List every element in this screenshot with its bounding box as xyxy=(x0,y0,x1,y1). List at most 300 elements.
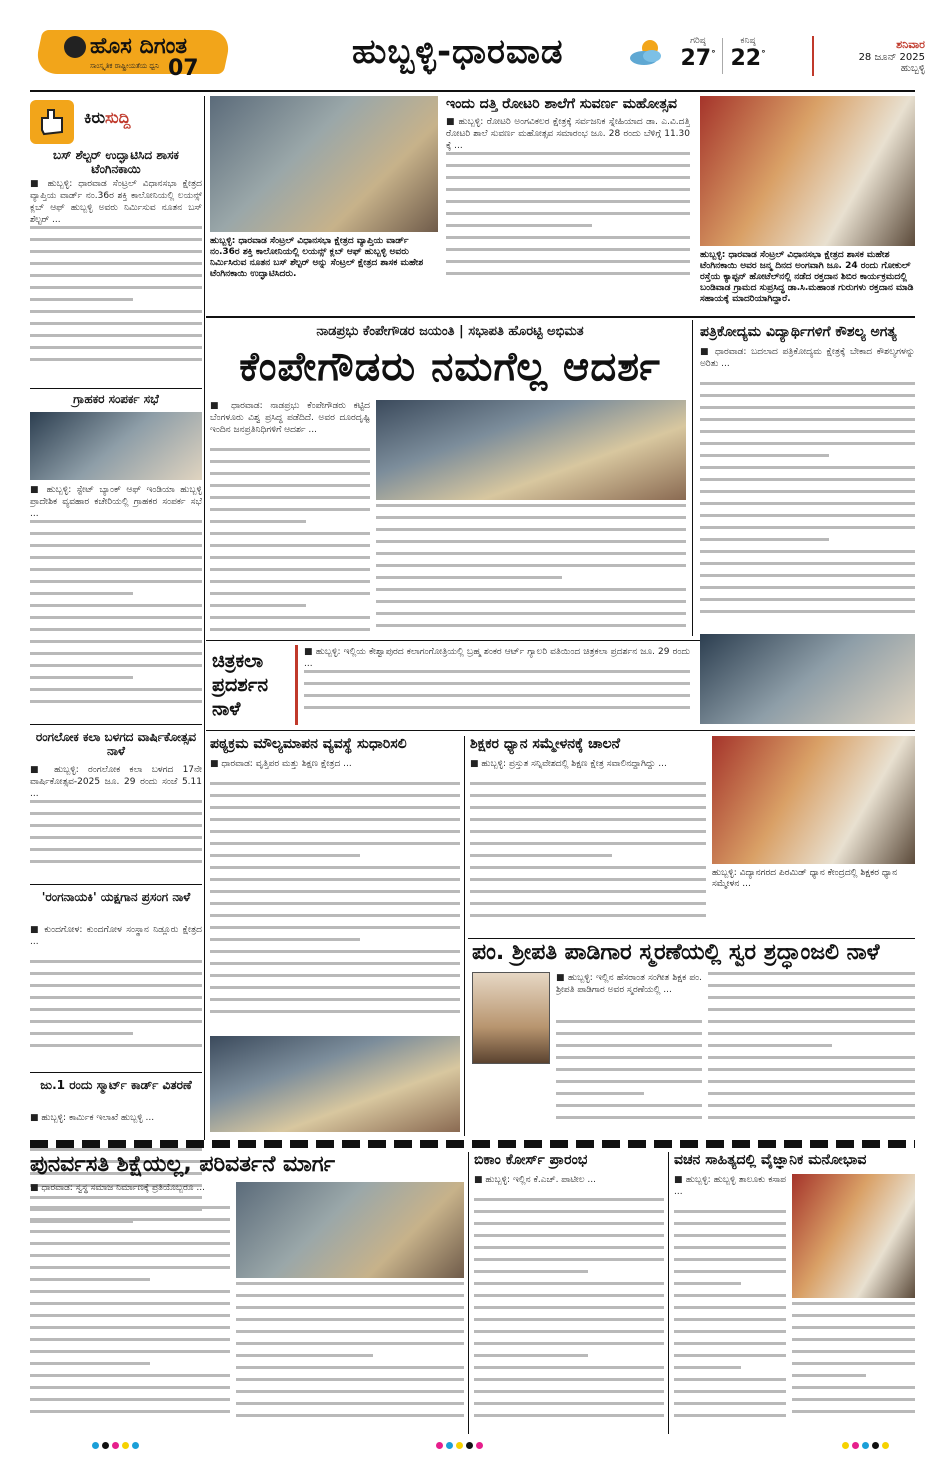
text-line-placeholder xyxy=(210,974,460,977)
text-line-placeholder xyxy=(470,830,706,833)
text-line-placeholder xyxy=(700,598,915,601)
tribute-headline: ಪಂ. ಶ್ರೀಪತಿ ಪಾಡಿಗಾರ ಸ್ಮರಣೆಯಲ್ಲಿ ಸ್ವರ ಶ್ರದ್ಧಾಂಜಲಿ ನಾಳೆ xyxy=(472,940,880,965)
text-line-placeholder xyxy=(792,1410,915,1413)
text-line-placeholder xyxy=(708,1020,915,1023)
column-rule xyxy=(692,320,693,636)
masthead xyxy=(0,0,945,92)
text-line-placeholder xyxy=(674,1246,786,1249)
text-line-placeholder xyxy=(30,628,202,631)
text-line-placeholder xyxy=(474,1210,664,1213)
rehab-body: ■ ಧಾರವಾಡ: ಸ್ವಸ್ಥ ಸಮಾಜ ನಿರ್ಮಾಣಕ್ಕೆ ಪ್ರತಿಯೊಬ್ಬರೂ ... xyxy=(30,1182,230,1432)
text-line-placeholder xyxy=(30,310,202,313)
text-line-placeholder xyxy=(556,1044,702,1047)
journalism-headline: ಪತ್ರಿಕೋದ್ಯಮ ವಿದ್ಯಾರ್ಥಿಗಳಿಗೆ ಕೌಶಲ್ಯ ಅಗತ್ಯ xyxy=(700,324,897,340)
text-line-placeholder xyxy=(674,1294,786,1297)
text-line-placeholder xyxy=(792,1326,915,1329)
text-line-placeholder xyxy=(470,914,706,917)
sidebar-item5-body: ■ ಹುಬ್ಬಳ್ಳಿ: ಕಾರ್ಮಿಕ ಇಲಾಖೆ ಹುಬ್ಬಳ್ಳಿ ... xyxy=(30,1112,202,1242)
text-line-placeholder xyxy=(708,996,915,999)
masthead-rule xyxy=(30,90,915,92)
vachana-photo xyxy=(792,1174,915,1298)
text-line-placeholder xyxy=(30,532,202,535)
bus-shelter-caption: ಹುಬ್ಬಳ್ಳಿ: ಧಾರವಾಡ ಸೆಂಟ್ರಲ್ ವಿಧಾನಸಭಾ ಕ್ಷೇತ್ರದ ವ್ಯಾಪ್ತಿಯ ವಾರ್ಡ್ ನಂ.36ರ ಶಕ್ತಿ ಕಾಲೋನಿಯಲ್ಲಿ ಲಯನ್ಸ್ ಕ್ಲಬ್ ಆಫ್ ಹುಬ್ಬಳ್ಳಿ ಅವರು ನಿರ್ಮಿಸಿರುವ ನೂತನ ಬಸ್ ಶೆಲ್ಟರ್ ಅನ್ನು ಸೆಂಟ್ರಲ್ ಕ್ಷೇತ್ರದ ಶಾಸಕ ಮಹೇಶ ಟೆಂಗಿನಕಾಯಿ ಉದ್ಘಾಟಿಸಿದರು. xyxy=(210,236,424,279)
text-line-placeholder xyxy=(470,866,706,869)
text-line-placeholder xyxy=(30,1302,230,1305)
text-line-placeholder xyxy=(674,1414,786,1417)
logo-emblem-icon xyxy=(64,36,86,58)
text-line-placeholder xyxy=(376,504,686,507)
logo-tagline: ಸಾಂಸ್ಕೃತಿಕ ರಾಷ್ಟ್ರೀಯತೆಯ ಧ್ವನಿ xyxy=(90,62,159,70)
text-line-placeholder xyxy=(210,484,370,487)
sidebar-divider xyxy=(30,1072,202,1073)
text-line-placeholder xyxy=(792,1350,915,1353)
text-line-placeholder xyxy=(556,1020,702,1023)
hand-pointing-icon xyxy=(30,100,74,144)
text-line-placeholder xyxy=(30,996,202,999)
sidebar-item3-body: ■ ಹುಬ್ಬಳ್ಳಿ: ರಂಗಲೋಕ ಕಲಾ ಬಳಗದ 17ನೇ ವಾರ್ಷಿಕೋತ್ಸವ-2025 ಜೂ. 29 ರಂದು ಸಂಜೆ 5.11 ... xyxy=(30,764,202,878)
text-line-placeholder xyxy=(236,1402,464,1405)
text-line-placeholder xyxy=(700,466,915,469)
text-line-placeholder xyxy=(700,454,829,457)
text-line-placeholder xyxy=(30,1242,230,1245)
text-line-placeholder xyxy=(304,670,690,673)
text-line-placeholder xyxy=(674,1234,786,1237)
text-line-placeholder xyxy=(210,938,360,941)
date-block xyxy=(820,38,925,74)
text-line-placeholder xyxy=(674,1354,786,1357)
text-line-placeholder xyxy=(30,960,202,963)
text-line-placeholder xyxy=(674,1390,786,1393)
text-lines xyxy=(30,1206,230,1432)
text-line-placeholder xyxy=(446,236,690,239)
text-line-placeholder xyxy=(446,200,690,203)
text-line-placeholder xyxy=(210,854,360,857)
text-line-placeholder xyxy=(236,1282,464,1285)
text-line-placeholder xyxy=(30,556,202,559)
meditation-photo xyxy=(712,736,915,864)
sidebar-item2-body: ■ ಹುಬ್ಬಳ್ಳಿ: ಸ್ಟೇಟ್ ಬ್ಯಾಂಕ್ ಆಫ್ ಇಂಡಿಯಾ ಹುಬ್ಬಳ್ಳಿ ಪ್ರಾದೇಶಿಕ ವ್ಯವಹಾರ ಕಚೇರಿಯಲ್ಲಿ ಗ್ರಾಹಕರ ಸಂಪರ್ಕ ಸಭೆ ... xyxy=(30,484,202,716)
lead-story-body-cont xyxy=(376,504,686,640)
text-line-placeholder xyxy=(30,544,202,547)
text-line-placeholder xyxy=(708,1056,915,1059)
chitrakala-body: ■ ಹುಬ್ಬಳ್ಳಿ: ಇಲ್ಲಿಯ ಕೇಶ್ವಾಪುರದ ಕಲಾಗಂಗೋತ್ರಿಯಲ್ಲಿ ಬ್ರಹ್ಮ ಶಂಕರ ಆರ್ಟ್ ಗ್ಯಾಲರಿ ವತಿಯಿಂದ ಚಿತ್ರಕಲಾ ಪ್ರದರ್ಶನ ಜೂ. 29 ರಂದು ... xyxy=(304,646,690,724)
lead-headline: ಕೆಂಪೇಗೌಡರು ನಮಗೆಲ್ಲ ಆದರ್ಶ xyxy=(239,344,661,390)
text-line-placeholder xyxy=(376,564,686,567)
text-line-placeholder xyxy=(30,972,202,975)
text-line-placeholder xyxy=(700,418,915,421)
max-temp: ಗರಿಷ್ಠ 27° xyxy=(680,36,716,71)
text-line-placeholder xyxy=(556,1032,702,1035)
vachana-headline: ವಚನ ಸಾಹಿತ್ಯದಲ್ಲಿ ವೈಜ್ಞಾನಿಕ ಮನೋಭಾವ xyxy=(674,1152,867,1168)
text-line-placeholder xyxy=(236,1342,464,1345)
chitrakala-label-box xyxy=(208,645,298,725)
text-line-placeholder xyxy=(30,334,202,337)
text-line-placeholder xyxy=(474,1354,588,1357)
text-line-placeholder xyxy=(792,1302,915,1305)
text-lines xyxy=(30,960,202,1066)
text-lines xyxy=(792,1302,915,1432)
text-line-placeholder xyxy=(30,1020,202,1023)
journalism-event-photo xyxy=(700,634,915,724)
text-line-placeholder xyxy=(792,1362,915,1365)
text-line-placeholder xyxy=(700,430,915,433)
text-line-placeholder xyxy=(30,568,202,571)
text-line-placeholder xyxy=(30,1008,202,1011)
text-line-placeholder xyxy=(210,794,460,797)
text-line-placeholder xyxy=(30,1350,230,1353)
text-line-placeholder xyxy=(30,1230,230,1233)
text-line-placeholder xyxy=(556,1080,702,1083)
text-line-placeholder xyxy=(236,1294,464,1297)
text-line-placeholder xyxy=(30,640,202,643)
text-line-placeholder xyxy=(236,1366,464,1369)
text-lines xyxy=(236,1282,464,1432)
text-line-placeholder xyxy=(674,1402,786,1405)
text-line-placeholder xyxy=(210,986,460,989)
text-line-placeholder xyxy=(30,616,202,619)
bus-shelter-photo xyxy=(210,96,438,232)
meditation-body: ■ ಹುಬ್ಬಳ್ಳಿ: ಪ್ರಸ್ತುತ ಸನ್ನಿವೇಶದಲ್ಲಿ ಶಿಕ್ಷಣ ಕ್ಷೇತ್ರ ಸವಾಲಿನದ್ದಾಗಿದ್ದು ... xyxy=(470,758,706,934)
text-line-placeholder xyxy=(30,520,202,523)
registration-marks-center xyxy=(436,1442,483,1449)
text-line-placeholder xyxy=(556,1116,702,1119)
text-line-placeholder xyxy=(30,346,202,349)
text-line-placeholder xyxy=(236,1390,464,1393)
text-line-placeholder xyxy=(674,1330,786,1333)
text-line-placeholder xyxy=(708,1116,915,1119)
text-line-placeholder xyxy=(30,836,202,839)
blood-donation-photo xyxy=(700,96,915,246)
text-line-placeholder xyxy=(792,1398,915,1401)
page-number: 07 xyxy=(168,56,199,81)
text-line-placeholder xyxy=(474,1330,664,1333)
text-line-placeholder xyxy=(792,1374,866,1377)
text-line-placeholder xyxy=(30,800,202,803)
text-lines xyxy=(30,800,202,878)
text-line-placeholder xyxy=(210,580,370,583)
text-line-placeholder xyxy=(446,164,690,167)
text-line-placeholder xyxy=(700,610,915,613)
text-line-placeholder xyxy=(700,478,915,481)
column-rule xyxy=(204,96,205,1146)
date: 28 ಜೂನ್ 2025 xyxy=(858,52,925,63)
text-line-placeholder xyxy=(210,628,370,631)
sidebar-item4-title: 'ರಂಗನಾಯಕಿ' ಯಕ್ಷಗಾನ ಪ್ರಸಂಗ ನಾಳೆ xyxy=(41,890,191,904)
bcom-headline: ಬಿಕಾಂ ಕೋರ್ಸ್ ಪ್ರಾರಂಭ xyxy=(474,1152,588,1168)
text-line-placeholder xyxy=(700,382,915,385)
text-lines xyxy=(30,226,202,374)
text-line-placeholder xyxy=(446,248,690,251)
text-line-placeholder xyxy=(30,286,202,289)
text-line-placeholder xyxy=(210,616,370,619)
text-line-placeholder xyxy=(700,406,915,409)
text-line-placeholder xyxy=(30,580,202,583)
text-line-placeholder xyxy=(700,502,915,505)
text-line-placeholder xyxy=(474,1258,664,1261)
text-line-placeholder xyxy=(30,238,202,241)
text-line-placeholder xyxy=(30,1314,230,1317)
text-lines xyxy=(700,382,915,628)
text-line-placeholder xyxy=(556,1092,644,1095)
text-line-placeholder xyxy=(708,1032,915,1035)
text-line-placeholder xyxy=(474,1306,664,1309)
text-line-placeholder xyxy=(210,496,370,499)
text-line-placeholder xyxy=(236,1330,464,1333)
place: ಹುಬ್ಬಳ್ಳಿ xyxy=(900,63,925,74)
text-line-placeholder xyxy=(474,1270,588,1273)
text-line-placeholder xyxy=(236,1414,464,1417)
text-line-placeholder xyxy=(376,612,686,615)
rotary-school-headline: ಇಂದು ದತ್ತಿ ರೋಟರಿ ಶಾಲೆಗೆ ಸುವರ್ಣ ಮಹೋತ್ಸವ xyxy=(446,96,678,112)
bcom-body: ■ ಹುಬ್ಬಳ್ಳಿ: ಇಲ್ಲಿನ ಕೆ.ಎಚ್. ಪಾಟೀಲ ... xyxy=(474,1174,664,1432)
text-line-placeholder xyxy=(30,1362,150,1365)
text-line-placeholder xyxy=(30,1044,202,1047)
column-rule xyxy=(468,1152,469,1434)
text-line-placeholder xyxy=(556,1056,702,1059)
vachana-body-cont xyxy=(792,1302,915,1432)
rehab-photo xyxy=(236,1182,464,1278)
sidebar-item4-body: ■ ಕುಂದಗೋಳ: ಕುಂದಗೋಳ ಸಂಸ್ಥಾನ ನಿಡ್ಲೂರು ಕ್ಷೇತ್ರದ ... xyxy=(30,924,202,1066)
column-rule xyxy=(464,736,465,1136)
text-line-placeholder xyxy=(210,914,460,917)
text-line-placeholder xyxy=(708,1080,915,1083)
text-line-placeholder xyxy=(700,574,915,577)
text-line-placeholder xyxy=(474,1318,664,1321)
kirusuddi-header xyxy=(30,100,202,144)
text-line-placeholder xyxy=(446,212,690,215)
registration-marks-right xyxy=(842,1442,889,1449)
text-line-placeholder xyxy=(376,552,686,555)
section-rule xyxy=(468,938,915,939)
text-line-placeholder xyxy=(446,152,690,155)
sidebar-item2-photo xyxy=(30,412,202,480)
text-line-placeholder xyxy=(556,1104,702,1107)
text-line-placeholder xyxy=(376,600,686,603)
text-line-placeholder xyxy=(210,544,370,547)
text-line-placeholder xyxy=(674,1342,786,1345)
vachana-body: ■ ಹುಬ್ಬಳ್ಳಿ: ಹುಬ್ಬಳ್ಳಿ ತಾಲೂಕು ಕಸಾಪ ... xyxy=(674,1174,786,1432)
text-line-placeholder xyxy=(210,460,370,463)
text-line-placeholder xyxy=(30,664,202,667)
section-rule xyxy=(206,730,915,731)
text-lines xyxy=(556,1020,702,1134)
journalism-body: ■ ಧಾರವಾಡ: ಬದಲಾದ ಪತ್ರಿಕೋದ್ಯಮ ಕ್ಷೇತ್ರಕ್ಕೆ ಬೇಕಾದ ಕೌಶಲ್ಯಗಳನ್ನು ಅರಿತು ... xyxy=(700,346,915,628)
text-line-placeholder xyxy=(210,1010,460,1013)
text-line-placeholder xyxy=(700,394,915,397)
text-line-placeholder xyxy=(700,538,829,541)
text-line-placeholder xyxy=(30,322,202,325)
sidebar-item1-title: ಬಸ್ ಶೆಲ್ಟರ್ ಉದ್ಘಾಟಿಸಿದ ಶಾಸಕ ಟೆಂಗಿನಕಾಯಿ xyxy=(53,148,179,176)
text-line-placeholder xyxy=(474,1378,664,1381)
text-line-placeholder xyxy=(30,274,202,277)
text-line-placeholder xyxy=(210,520,306,523)
text-line-placeholder xyxy=(708,1068,915,1071)
sidebar-divider xyxy=(30,724,202,725)
min-temp: ಕನಿಷ್ಠ 22° xyxy=(730,36,766,71)
text-line-placeholder xyxy=(210,950,460,953)
text-line-placeholder xyxy=(376,528,686,531)
syllabus-headline: ಪಠ್ಯಕ್ರಮ ಮೌಲ್ಯಮಾಪನ ವ್ಯವಸ್ಥೆ ಸುಧಾರಿಸಲಿ xyxy=(210,736,407,752)
syllabus-body: ■ ಧಾರವಾಡ: ವೃತ್ತಿಪರ ಮತ್ತು ಶಿಕ್ಷಣ ಕ್ಷೇತ್ರದ ... xyxy=(210,758,460,1030)
text-line-placeholder xyxy=(236,1378,464,1381)
text-line-placeholder xyxy=(30,1254,230,1257)
text-line-placeholder xyxy=(210,556,370,559)
text-line-placeholder xyxy=(474,1234,664,1237)
lead-kicker: ನಾಡಪ್ರಭು ಕೆಂಪೇಗೌಡರ ಜಯಂತಿ | ಸಭಾಪತಿ ಹೊರಟ್ಟಿ ಅಭಿಮತ xyxy=(316,324,584,339)
rotary-school-body: ■ ಹುಬ್ಬಳ್ಳಿ: ರೋಟರಿ ಅಂಗವಿಕಲರ ಕ್ಷೇತ್ರಕ್ಕೆ ಸರ್ವಜನಿಕ ಸ್ನೇಹಿಯಾದ ಡಾ. ಎ.ವಿ.ದತ್ತಿ ರೋಟರಿ ಶಾಲೆ ಸುವರ್ಣ ಮಹೋತ್ಸವ ಸಮಾರಂಭ ಜೂ. 28 ರಂದು ಬೆಳಿಗ್ಗೆ 11.30 ಕ್ಕೆ ... xyxy=(446,116,690,288)
text-line-placeholder xyxy=(30,1266,230,1269)
text-line-placeholder xyxy=(470,902,706,905)
sidebar-item1-body: ■ ಹುಬ್ಬಳ್ಳಿ: ಧಾರವಾಡ ಸೆಂಟ್ರಲ್ ವಿಧಾನಸಭಾ ಕ್ಷೇತ್ರದ ವ್ಯಾಪ್ತಿಯ ವಾರ್ಡ್ ನಂ.36ರ ಶಕ್ತಿ ಕಾಲೋನಿಯಲ್ಲಿ ಲಯನ್ಸ್ ಕ್ಲಬ್ ಆಫ್ ಹುಬ್ಬಳ್ಳಿ ಅವರು ನಿರ್ಮಿಸುವ ನೂತನ ಬಸ್ ಶೆಲ್ಟರ್ ... xyxy=(30,178,202,374)
text-line-placeholder xyxy=(210,926,460,929)
text-line-placeholder xyxy=(700,442,915,445)
text-line-placeholder xyxy=(474,1222,664,1225)
section-rule xyxy=(206,316,915,318)
text-line-placeholder xyxy=(30,1278,150,1281)
text-line-placeholder xyxy=(30,358,202,361)
musician-portrait xyxy=(472,972,550,1064)
text-line-placeholder xyxy=(30,1148,202,1151)
text-line-placeholder xyxy=(210,842,460,845)
text-line-placeholder xyxy=(210,890,460,893)
text-line-placeholder xyxy=(474,1342,664,1345)
text-line-placeholder xyxy=(30,592,133,595)
tribute-body: ■ ಹುಬ್ಬಳ್ಳಿ: ಇಲ್ಲಿನ ಹೆಸರಾಂತ ಸಂಗೀತ ಶಿಕ್ಷಕ ಪಂ. ಶ್ರೀಪತಿ ಪಾಡಿಗಾರ ಅವರ ಸ್ಮರಣೆಯಲ್ಲಿ ... xyxy=(556,972,702,1134)
sidebar-divider xyxy=(30,884,202,885)
text-line-placeholder xyxy=(792,1338,915,1341)
text-line-placeholder xyxy=(470,782,706,785)
text-line-placeholder xyxy=(700,526,915,529)
sidebar-item3-title: ರಂಗಲೋಕ ಕಲಾ ಬಳಗದ ವಾರ್ಷಿಕೋತ್ಸವ ನಾಳೆ xyxy=(35,730,197,758)
text-line-placeholder xyxy=(30,226,202,229)
text-line-placeholder xyxy=(674,1378,786,1381)
text-line-placeholder xyxy=(674,1282,741,1285)
sidebar-item5-title: ಜು.1 ರಂದು ಸ್ಮಾರ್ಟ್ ಕಾರ್ಡ್ ವಿತರಣೆ xyxy=(40,1078,192,1092)
text-line-placeholder xyxy=(30,676,133,679)
text-line-placeholder xyxy=(474,1198,664,1201)
text-line-placeholder xyxy=(210,508,370,511)
text-lines xyxy=(708,972,915,1134)
text-line-placeholder xyxy=(236,1354,373,1357)
day-name: ಶನಿವಾರ xyxy=(896,38,925,51)
text-line-placeholder xyxy=(210,998,460,1001)
text-line-placeholder xyxy=(446,224,592,227)
text-line-placeholder xyxy=(30,298,133,301)
text-line-placeholder xyxy=(474,1414,664,1417)
text-line-placeholder xyxy=(674,1318,786,1321)
text-line-placeholder xyxy=(700,514,915,517)
text-line-placeholder xyxy=(210,902,460,905)
text-line-placeholder xyxy=(30,250,202,253)
text-line-placeholder xyxy=(30,1290,230,1293)
text-line-placeholder xyxy=(210,806,460,809)
column-rule xyxy=(668,1152,669,1434)
text-line-placeholder xyxy=(210,448,370,451)
text-line-placeholder xyxy=(30,860,202,863)
kempegowda-event-photo xyxy=(376,400,686,500)
text-line-placeholder xyxy=(30,604,202,607)
chitrakala-label: ಚಿತ್ರಕಲಾ ಪ್ರದರ್ಶನ ನಾಳೆ xyxy=(212,650,269,720)
text-line-placeholder xyxy=(30,1032,133,1035)
temp-divider xyxy=(722,38,723,74)
text-line-placeholder xyxy=(30,262,202,265)
text-line-placeholder xyxy=(446,188,690,191)
text-line-placeholder xyxy=(708,1044,832,1047)
syllabus-group-photo xyxy=(210,1036,460,1132)
blood-donation-caption: ಹುಬ್ಬಳ್ಳಿ: ಧಾರವಾಡ ಸೆಂಟ್ರಲ್ ವಿಧಾನಸಭಾ ಕ್ಷೇತ್ರದ ಶಾಸಕ ಮಹೇಶ ಟೆಂಗಿನಕಾಯಿ ಅವರ ಜನ್ಮ ದಿನದ ಅಂಗವಾಗಿ ಜೂ. 24 ರಂದು ಗೋಕುಲ್ ರಸ್ತೆಯ ಕ್ಯಾಪ್ಟನ್ ಹೋಟೆಲ್‌ನಲ್ಲಿ ನಡೆದ ರಕ್ತದಾನ ಶಿಬಿರ ಕಾರ್ಯಕ್ರಮದಲ್ಲಿ ಬಂಡಿವಾಡ ಗ್ರಾಮದ ಸುಪ್ರಸಿದ್ಧ ಡಾ.ಸಿ.ಮಹಾಂತ ಗುರುಗಳು ರಕ್ತದಾನ ಮಾಡಿ ಸಹಾಯಕ್ಕೆ ಮಾದರಿಯಾಗಿದ್ದಾರೆ. xyxy=(700,250,914,304)
text-line-placeholder xyxy=(210,592,370,595)
text-line-placeholder xyxy=(210,962,460,965)
kirusuddi-label: ಕಿರುಸುದ್ದಿ xyxy=(84,108,131,127)
text-line-placeholder xyxy=(474,1366,664,1369)
text-line-placeholder xyxy=(376,540,686,543)
text-line-placeholder xyxy=(30,1206,230,1209)
text-line-placeholder xyxy=(376,588,686,591)
text-line-placeholder xyxy=(446,272,690,275)
text-line-placeholder xyxy=(30,848,202,851)
text-line-placeholder xyxy=(30,984,202,987)
text-line-placeholder xyxy=(674,1270,786,1273)
text-line-placeholder xyxy=(792,1386,915,1389)
text-line-placeholder xyxy=(210,818,460,821)
text-line-placeholder xyxy=(236,1318,464,1321)
text-line-placeholder xyxy=(30,1374,230,1377)
text-line-placeholder xyxy=(674,1210,786,1213)
text-line-placeholder xyxy=(304,682,690,685)
text-line-placeholder xyxy=(700,490,915,493)
text-line-placeholder xyxy=(792,1314,915,1317)
text-line-placeholder xyxy=(674,1258,786,1261)
text-lines xyxy=(376,504,686,640)
text-line-placeholder xyxy=(210,782,460,785)
text-line-placeholder xyxy=(236,1306,464,1309)
text-line-placeholder xyxy=(210,472,370,475)
text-line-placeholder xyxy=(470,818,706,821)
text-line-placeholder xyxy=(470,842,706,845)
text-line-placeholder xyxy=(446,260,690,263)
text-line-placeholder xyxy=(474,1246,664,1249)
text-lines xyxy=(470,782,706,934)
text-line-placeholder xyxy=(210,532,370,535)
text-line-placeholder xyxy=(30,1326,230,1329)
meditation-caption: ಹುಬ್ಬಳ್ಳಿ: ವಿದ್ಯಾನಗರದ ಪಿರಮಿಡ್ ಧ್ಯಾನ ಕೇಂದ್ರದಲ್ಲಿ ಶಿಕ್ಷಕರ ಧ್ಯಾನ ಸಮ್ಮೇಳನ ... xyxy=(712,868,898,889)
text-line-placeholder xyxy=(708,1104,915,1107)
text-line-placeholder xyxy=(210,604,306,607)
text-line-placeholder xyxy=(210,878,460,881)
text-lines xyxy=(30,520,202,716)
text-line-placeholder xyxy=(30,1218,230,1221)
text-line-placeholder xyxy=(474,1390,664,1393)
text-line-placeholder xyxy=(700,586,915,589)
logo-text: ಹೊಸ ದಿಗಂತ xyxy=(90,34,188,59)
text-line-placeholder xyxy=(210,866,460,869)
text-line-placeholder xyxy=(304,706,690,709)
text-line-placeholder xyxy=(210,568,370,571)
text-line-placeholder xyxy=(470,878,706,881)
section-band xyxy=(30,1140,915,1148)
text-line-placeholder xyxy=(556,1068,702,1071)
lead-story-body: ■ ಧಾರವಾಡ: ನಾಡಪ್ರಭು ಕೆಂಪೇಗೌಡರು ಕಟ್ಟಿದ ಬೆಂಗಳೂರು ವಿಶ್ವ ಪ್ರಸಿದ್ಧ ಪಡೆದಿದೆ. ಅವರ ದೂರದೃಷ್ಟಿ ಇಂದಿನ ಜನಪ್ರತಿನಿಧಿಗಳಿಗೆ ಆದರ್ಶ ... xyxy=(210,400,370,640)
text-line-placeholder xyxy=(446,176,690,179)
text-line-placeholder xyxy=(304,694,690,697)
text-line-placeholder xyxy=(470,806,706,809)
text-line-placeholder xyxy=(470,854,612,857)
text-lines xyxy=(304,670,690,724)
text-line-placeholder xyxy=(30,1338,230,1341)
text-line-placeholder xyxy=(30,652,202,655)
rehab-body-cont xyxy=(236,1282,464,1432)
text-line-placeholder xyxy=(674,1306,786,1309)
